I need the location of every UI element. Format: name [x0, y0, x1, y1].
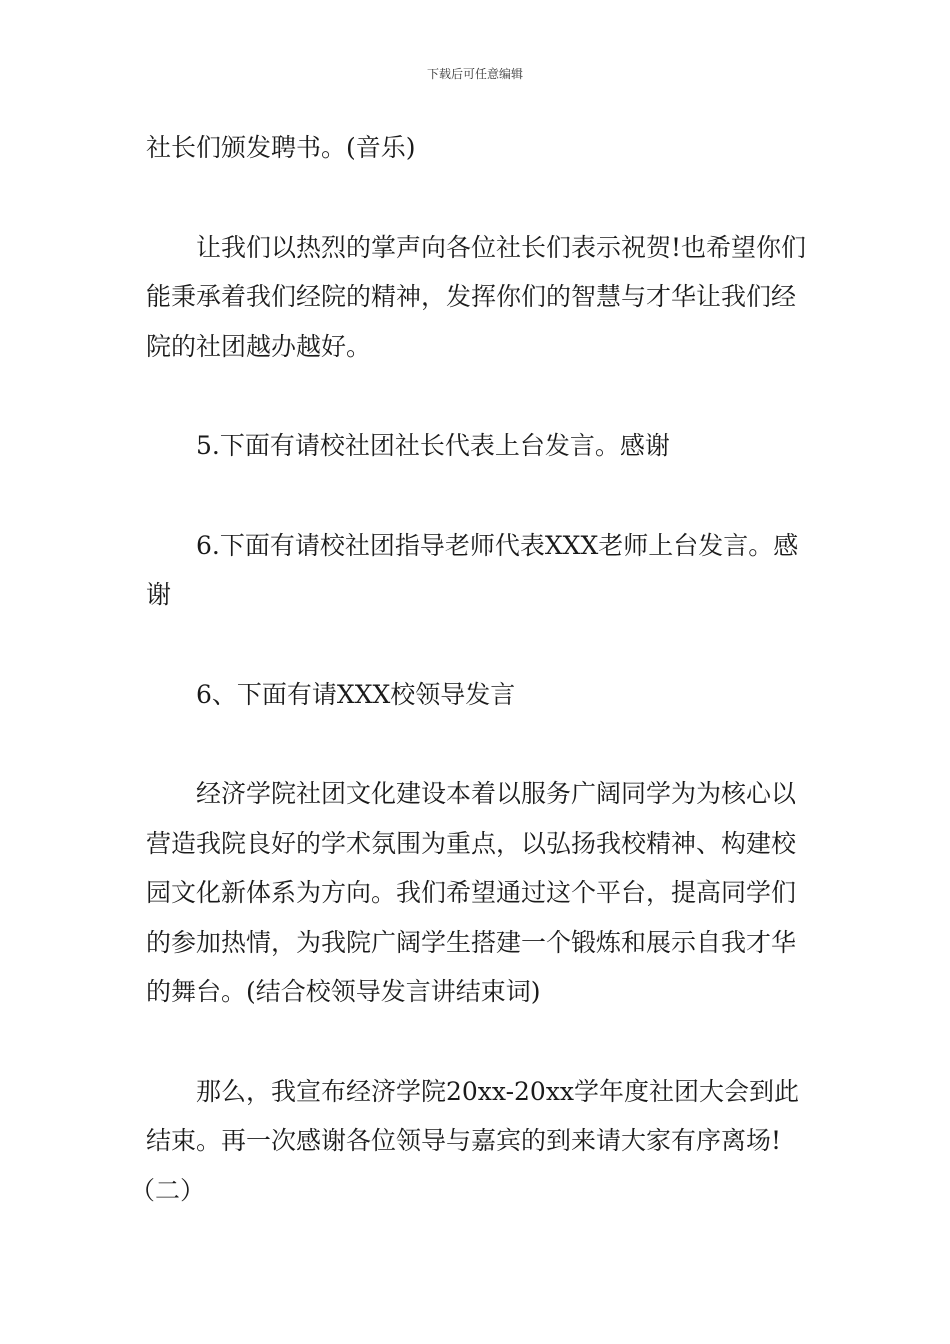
paragraph-closing: 那么，我宣布经济学院20xx-20xx学年度社团大会到此结束。再一次感谢各位领导与嘉宾的到来请大家有序离场! — [146, 1076, 800, 1155]
paragraph-gap — [146, 719, 808, 769]
page-header-note: 下载后可任意编辑 — [426, 67, 523, 81]
paragraph-gap — [146, 173, 808, 223]
document-body — [130, 123, 808, 1215]
paragraph-gap — [146, 371, 808, 421]
paragraph-congratulations: 让我们以热烈的掌声向各位社长们表示祝贺!也希望你们能秉承着我们经院的精神，发挥你们的智慧与才华让我们经院的社团越办越好。 — [146, 232, 807, 361]
paragraph-president-speech: 5.下面有请校社团社长代表上台发言。感谢 — [196, 431, 670, 460]
paragraph-certificates: 社长们颁发聘书。(音乐) — [146, 133, 416, 162]
paragraph-teacher-speech: 6.下面有请校社团指导老师代表XXX老师上台发言。感谢 — [146, 530, 799, 609]
paragraph-gap — [146, 1017, 808, 1067]
paragraph-gap — [146, 471, 808, 521]
section-marker: （二） — [130, 1175, 206, 1205]
paragraph-leader-speech: 6、下面有请XXX校领导发言 — [196, 679, 516, 709]
paragraph-gap — [146, 620, 808, 670]
paragraph-culture-construction: 经济学院社团文化建设本着以服务广阔同学为为核心以营造我院良好的学术氛围为重点，以弘扬我校精神、构建校园文化新体系为方向。我们希望通过这个平台，提高同学们的参加热情，为我院广阔学生搭建一个锻炼和展示自我才华的舞台。(结合校领导发言讲结束词) — [146, 779, 797, 1006]
